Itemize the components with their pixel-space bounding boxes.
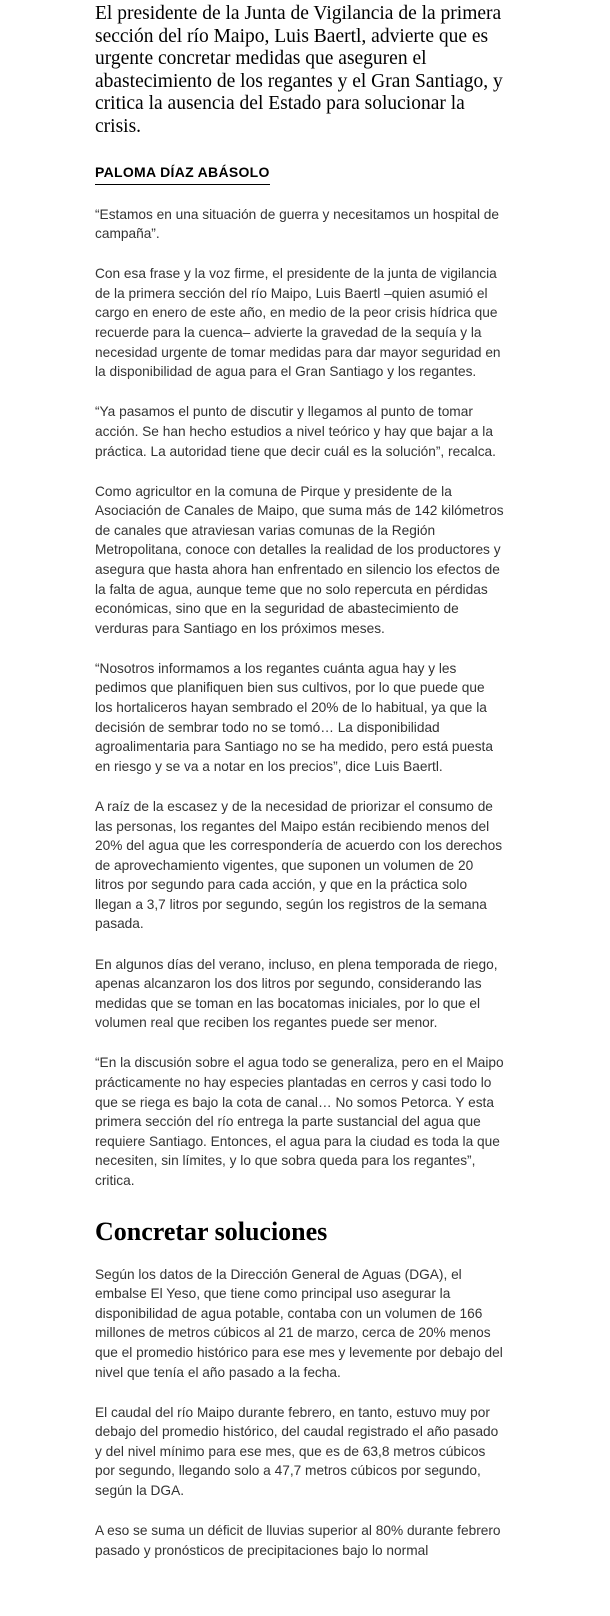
article-lede: El presidente de la Junta de Vigilancia de la primera sección del río Maipo, Luis Baertl, advierte que es urgente concretar medidas que aseguren el abastecimiento de los regantes y el Gran Santiago, y critica la ausencia del Estado para solucionar la crisis. <box>95 3 503 137</box>
paragraph: El caudal del río Maipo durante febrero, en tanto, estuvo muy por debajo del promedio histórico, del caudal registrado el año pasado y del nivel mínimo para ese mes, que es de 63,8 metros cúbicos por segundo, llegando solo a 47,7 metros cúbicos por segundo, según la DGA. <box>95 1404 499 1499</box>
paragraph-truncated: A eso se suma un déficit de lluvias superior al 80% durante febrero pasado y pronósticos de precipitaciones bajo lo normal <box>95 1523 501 1558</box>
author-byline[interactable]: PALOMA DÍAZ ABÁSOLO <box>95 164 270 185</box>
paragraph: Como agricultor en la comuna de Pirque y presidente de la Asociación de Canales de Maipo, que suma más de 142 kilómetros de canales que atraviesan varias comunas de la Región Metropolitana, conoce con detalles la realidad de los productores y asegura que hasta ahora han enfrentado en silencio los efectos de la falta de agua, aunque teme que no solo repercuta en pérdidas económicas, sino que en la seguridad de abastecimiento de verduras para Santiago en los próximos meses. <box>95 483 504 636</box>
paragraph: Con esa frase y la voz firme, el presidente de la junta de vigilancia de la primera sección del río Maipo, Luis Baertl –quien asumió el cargo en enero de este año, en medio de la peor crisis hídrica que recuerde para la cuenca– advierte la gravedad de la sequía y la necesidad urgente de tomar medidas para dar mayor seguridad en la disponibilidad de agua para el Gran Santiago y los regantes. <box>95 266 501 380</box>
paragraph: En algunos días del verano, incluso, en plena temporada de riego, apenas alcanzaron los dos litros por segundo, considerando las medidas que se toman en las bocatomas iniciales, por lo que el volumen real que reciben los regantes puede ser menor. <box>95 956 498 1031</box>
paragraph: “Nosotros informamos a los regantes cuánta agua hay y les pedimos que planifiquen bien sus cultivos, por lo que puede que los hortaliceros hayan sembrado el 20% de lo habitual, ya que la decisión de sembrar todo no se tomó… La disponibilidad agroalimentaria para Santiago no se ha medido, pero está puesta en riesgo y se va a notar en los precios”, dice Luis Baertl. <box>95 660 493 774</box>
paragraph: “Ya pasamos el punto de discutir y llegamos al punto de tomar acción. Se han hecho estudios a nivel teórico y hay que bajar a la práctica. La autoridad tiene que decir cuál es la solución”, recalca. <box>95 404 496 459</box>
paragraph: A raíz de la escasez y de la necesidad de priorizar el consumo de las personas, los regantes del Maipo están recibiendo menos del 20% del agua que les correspondería de acuerdo con los derechos de aprovechamiento vigentes, que suponen un volumen de 20 litros por segundo para cada acción, y que en la práctica solo llegan a 3,7 litros por segundo, según los registros de la semana pasada. <box>95 798 503 932</box>
article-body <box>95 0 505 1560</box>
paragraph: “En la discusión sobre el agua todo se generaliza, pero en el Maipo prácticamente no hay especies plantadas en cerros y casi todo lo que se riega es bajo la cota de canal… No somos Petorca. Y esta primera sección del río entrega la parte sustancial del agua que requiere Santiago. Entonces, el agua para la ciudad es toda la que necesiten, sin límites, y lo que sobra queda para los regantes”, critica. <box>95 1055 504 1188</box>
paragraph: “Estamos en una situación de guerra y necesitamos un hospital de campaña”. <box>95 206 500 242</box>
section-heading: Concretar soluciones <box>95 1216 328 1246</box>
byline-row <box>95 164 505 185</box>
paragraph: Según los datos de la Dirección General de Aguas (DGA), el embalse El Yeso, que tiene como principal uso asegurar la disponibilidad de agua potable, contaba con un volumen de 166 millones de metros cúbicos al 21 de marzo, cerca de 20% menos que el promedio histórico para ese mes y levemente por debajo del nivel que tenía el año pasado a la fecha. <box>95 1266 503 1380</box>
